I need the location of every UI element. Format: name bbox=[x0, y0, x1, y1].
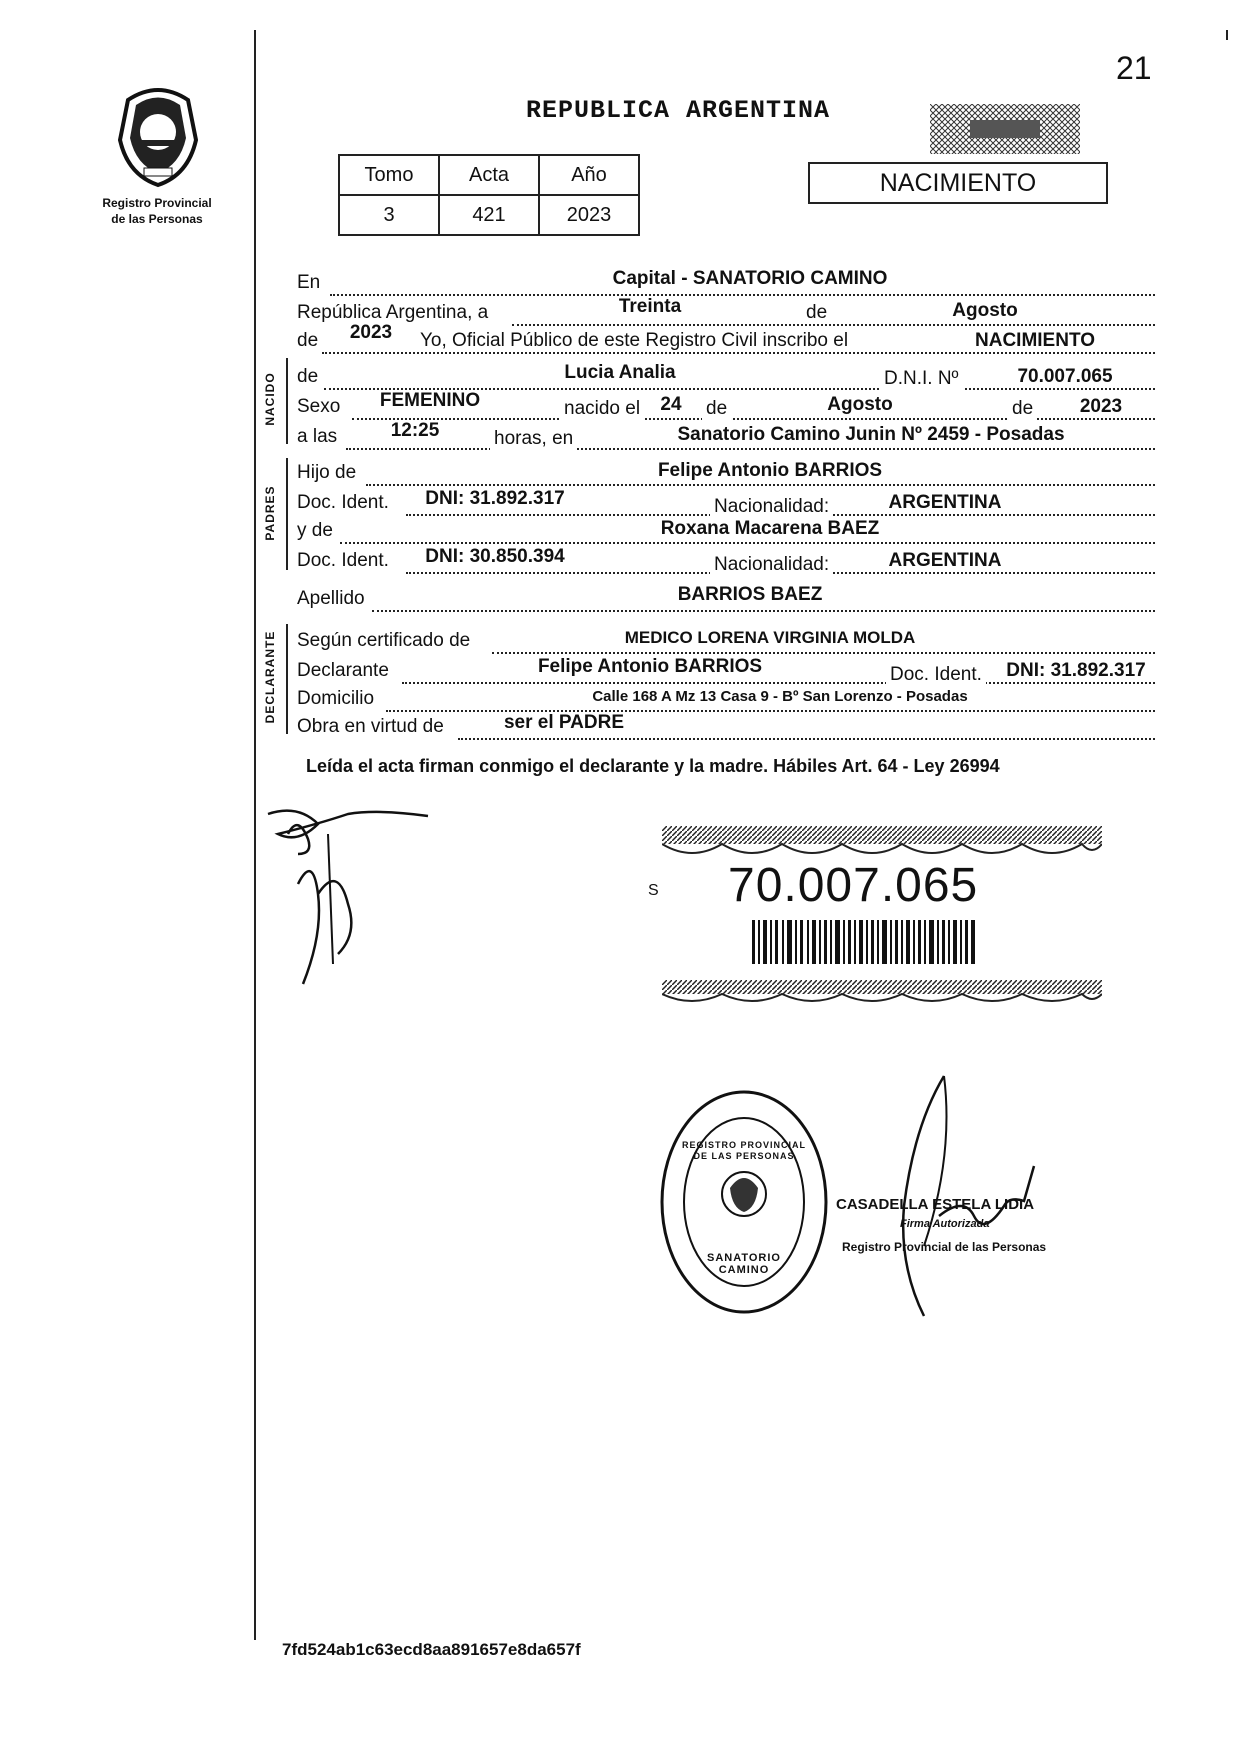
apellido-label: Apellido bbox=[297, 588, 365, 609]
birth-day: 24 bbox=[660, 394, 682, 415]
cert-value: MEDICO LORENA VIRGINIA MOLDA bbox=[624, 628, 916, 647]
day-value: Treinta bbox=[618, 296, 682, 317]
birth-month: Agosto bbox=[827, 394, 893, 415]
stamp-number: 70.007.065 bbox=[728, 859, 979, 912]
table-header-anio: Año bbox=[539, 155, 639, 195]
mother-nationality: ARGENTINA bbox=[888, 550, 1002, 571]
doc-label-father: Doc. Ident. bbox=[297, 492, 389, 513]
place-value: Capital - SANATORIO CAMINO bbox=[612, 268, 888, 289]
child-dni: 70.007.065 bbox=[1017, 366, 1113, 387]
page-number: 21 bbox=[1116, 50, 1152, 86]
decl-doc: DNI: 31.892.317 bbox=[1006, 660, 1146, 681]
signatory-role: Firma Autorizada bbox=[900, 1218, 990, 1230]
decl-label: Declarante bbox=[297, 660, 389, 681]
table-value-tomo: 3 bbox=[339, 195, 439, 235]
year-value: 2023 bbox=[349, 322, 393, 343]
signatory-name: CASADELLA ESTELA LIDIA bbox=[836, 1196, 1035, 1213]
hijo-label: Hijo de bbox=[297, 462, 357, 483]
month-value: Agosto bbox=[952, 300, 1018, 321]
father-nationality: ARGENTINA bbox=[888, 492, 1002, 513]
official-text: Yo, Oficial Público de este Registro Civil inscribo el bbox=[420, 330, 852, 352]
dni-label: D.N.I. Nº bbox=[880, 368, 963, 390]
obra-value: ser el PADRE bbox=[503, 712, 625, 733]
table-header-acta: Acta bbox=[439, 155, 539, 195]
dotted-line bbox=[372, 610, 1155, 612]
signatory-office: Registro Provincial de las Personas bbox=[842, 1240, 1047, 1254]
country-title: REPUBLICA ARGENTINA bbox=[526, 96, 831, 125]
republica-label: República Argentina, a bbox=[297, 302, 489, 323]
mother-doc: DNI: 30.850.394 bbox=[425, 546, 565, 567]
dotted-line bbox=[330, 294, 1155, 296]
de-label-nacido: de bbox=[297, 366, 319, 387]
sexo-label: Sexo bbox=[297, 396, 341, 417]
sexo-value: FEMENINO bbox=[379, 390, 481, 411]
official-seal bbox=[658, 1088, 830, 1316]
dotted-line bbox=[402, 682, 1155, 684]
obra-label: Obra en virtud de bbox=[297, 716, 444, 737]
seal-inner-text: SANATORIO CAMINO bbox=[707, 1252, 781, 1276]
dotted-line bbox=[340, 542, 1155, 544]
de-label: de bbox=[806, 302, 828, 323]
dotted-line bbox=[366, 484, 1155, 486]
nac-label-mother: Nacionalidad: bbox=[710, 554, 833, 576]
closing-note: Leída el acta firman conmigo el declarante y la madre. Hábiles Art. 64 - Ley 26994 bbox=[306, 756, 1000, 776]
registry-table bbox=[338, 154, 640, 236]
nacido-section-label: NACIDO bbox=[263, 372, 277, 426]
padres-section-label: PADRES bbox=[263, 485, 277, 541]
stamp-prefix: S bbox=[648, 882, 659, 899]
barcode bbox=[752, 920, 978, 964]
en-label: En bbox=[297, 272, 321, 293]
security-pattern bbox=[930, 104, 1080, 154]
dotted-line bbox=[346, 448, 1155, 450]
declarant-signature bbox=[258, 794, 438, 994]
section-bar-nacido bbox=[286, 358, 288, 444]
act-type-box bbox=[808, 162, 1108, 204]
a-las-label: a las bbox=[297, 426, 338, 447]
margin-line bbox=[254, 30, 256, 1640]
table-value-anio: 2023 bbox=[539, 195, 639, 235]
decl-doc-label: Doc. Ident. bbox=[886, 664, 986, 686]
domicilio-value: Calle 168 A Mz 13 Casa 9 - Bº San Lorenzo - Posadas bbox=[592, 688, 968, 705]
birth-year: 2023 bbox=[1079, 396, 1123, 417]
logo-caption-2: de las Personas bbox=[111, 212, 203, 226]
yde-label: y de bbox=[297, 520, 333, 541]
section-bar-declarante bbox=[286, 624, 288, 734]
de-label-2: de bbox=[702, 398, 731, 420]
dotted-line bbox=[322, 352, 1155, 354]
section-bar-padres bbox=[286, 458, 288, 570]
logo-caption-1: Registro Provincial bbox=[102, 196, 212, 210]
dom-label: Domicilio bbox=[297, 688, 375, 709]
act-type-label: NACIMIENTO bbox=[879, 169, 1037, 197]
dotted-line bbox=[458, 738, 1155, 740]
cert-label: Según certificado de bbox=[297, 630, 471, 651]
declarante-section-label: DECLARANTE bbox=[263, 630, 277, 724]
child-name: Lucia Analia bbox=[564, 362, 676, 383]
dotted-line bbox=[512, 324, 1155, 326]
de-label-3: de bbox=[1008, 398, 1037, 420]
mother-name: Roxana Macarena BAEZ bbox=[660, 518, 880, 539]
table-header-tomo: Tomo bbox=[339, 155, 439, 195]
decl-value: Felipe Antonio BARRIOS bbox=[537, 656, 763, 677]
apellido-value: BARRIOS BAEZ bbox=[677, 584, 823, 605]
province-logo bbox=[108, 80, 208, 190]
birth-place: Sanatorio Camino Junin Nº 2459 - Posadas bbox=[677, 424, 1065, 445]
horas-label: horas, en bbox=[490, 428, 577, 450]
security-band-top bbox=[662, 826, 1102, 862]
de2-label: de bbox=[297, 330, 319, 351]
document-hash: 7fd524ab1c63ecd8aa891657e8da657f bbox=[282, 1640, 581, 1659]
act-value: NACIMIENTO bbox=[975, 330, 1095, 351]
nac-label-father: Nacionalidad: bbox=[710, 496, 833, 518]
doc-label-mother: Doc. Ident. bbox=[297, 550, 389, 571]
seal-ring-text: REGISTRO PROVINCIAL DE LAS PERSONAS bbox=[681, 1140, 806, 1161]
father-name: Felipe Antonio BARRIOS bbox=[657, 460, 883, 481]
margin-line-right bbox=[1226, 30, 1228, 40]
security-band-bottom bbox=[662, 980, 1102, 1010]
birth-time: 12:25 bbox=[390, 420, 440, 441]
nacido-label: nacido el bbox=[560, 398, 644, 420]
dotted-line bbox=[492, 652, 1155, 654]
father-doc: DNI: 31.892.317 bbox=[425, 488, 565, 509]
table-value-acta: 421 bbox=[439, 195, 539, 235]
